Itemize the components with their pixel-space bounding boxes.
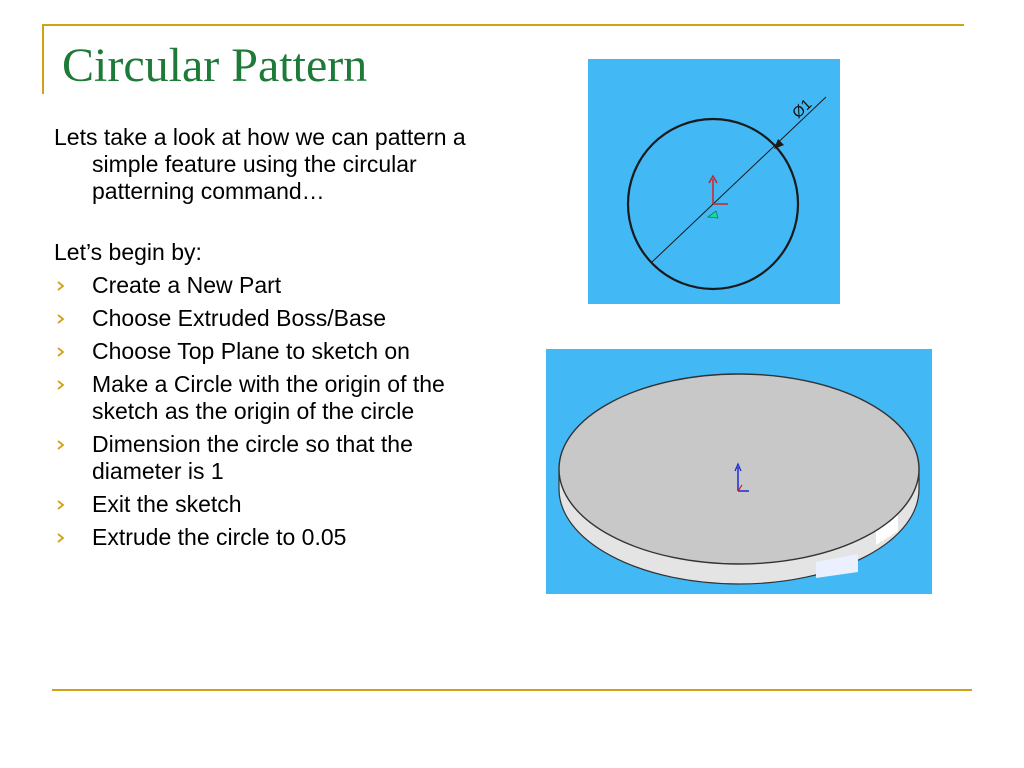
list-item — [54, 338, 494, 365]
origin-icon — [708, 176, 728, 218]
extruded-disc-image — [546, 349, 932, 594]
chevron-right-icon — [54, 431, 68, 458]
chevron-right-icon — [54, 371, 68, 398]
left-rule — [42, 24, 44, 94]
step-text: Extrude the circle to 0.05 — [92, 524, 347, 550]
chevron-right-icon — [54, 491, 68, 518]
step-text: Choose Extruded Boss/Base — [92, 305, 387, 331]
chevron-right-icon — [54, 524, 68, 551]
chevron-right-icon — [54, 305, 68, 332]
bottom-rule — [52, 689, 972, 691]
list-item — [54, 371, 494, 425]
step-text: Exit the sketch — [92, 491, 242, 517]
list-item — [54, 272, 494, 299]
dimension-label: Ø1 — [789, 95, 816, 122]
slide-title: Circular Pattern — [62, 39, 368, 92]
list-item — [54, 305, 494, 332]
step-text: Choose Top Plane to sketch on — [92, 338, 410, 364]
step-text: Dimension the circle so that the diameter is 1 — [92, 431, 413, 484]
disc-top-face — [559, 374, 919, 564]
step-text: Create a New Part — [92, 272, 282, 298]
top-rule — [42, 24, 964, 26]
steps-list — [54, 272, 494, 551]
sketch-circle-image — [588, 59, 840, 304]
lead-text: Let’s begin by: — [54, 239, 202, 265]
chevron-right-icon — [54, 338, 68, 365]
list-item — [54, 431, 494, 485]
slide-body — [54, 124, 494, 557]
list-item — [54, 524, 494, 551]
chevron-right-icon — [54, 272, 68, 299]
list-item — [54, 491, 494, 518]
intro-paragraph: Lets take a look at how we can pattern a simple feature using the circular patterning command… — [54, 124, 466, 204]
step-text: Make a Circle with the origin of the sketch as the origin of the circle — [92, 371, 445, 424]
